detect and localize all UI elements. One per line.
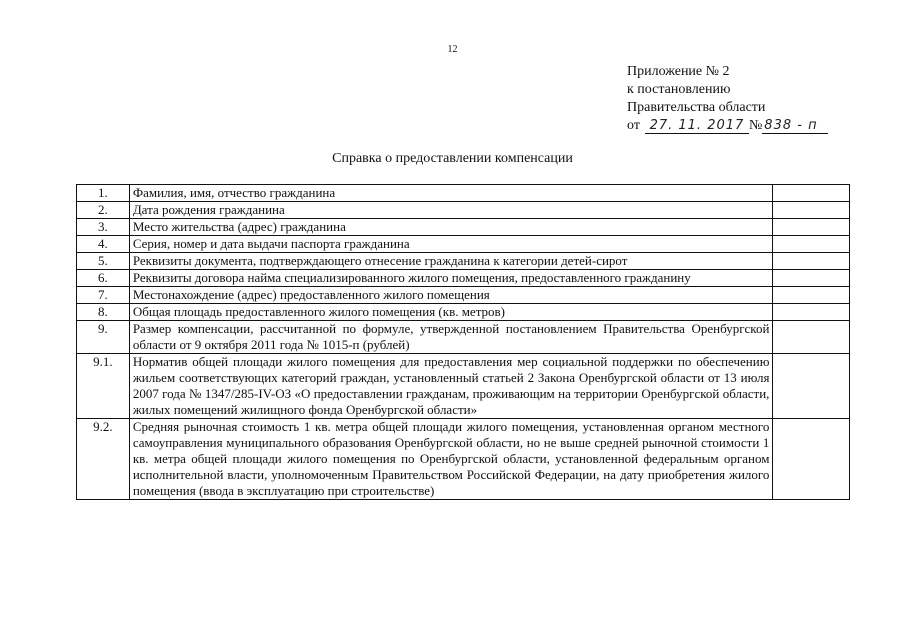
table-row <box>77 185 850 202</box>
row-label: Местонахождение (адрес) предоставленного жилого помещения <box>129 287 773 304</box>
row-number: 7. <box>77 287 130 304</box>
table-row <box>77 321 850 354</box>
row-label: Размер компенсации, рассчитанной по формуле, утвержденной постановлением Правительства Оренбургской области от 9 октября 2011 года № 1015-п (рублей) <box>129 321 773 354</box>
table-row <box>77 287 850 304</box>
page-number: 12 <box>447 44 458 55</box>
row-value-cell[interactable] <box>773 287 850 304</box>
row-label: Норматив общей площади жилого помещения для предоставления мер социальной поддержки по обеспечению жильем соответствующих категорий граждан, установленный статьей 2 Закона Оренбургской области от 13 июля 2007 года № 1347/285-IV-ОЗ «О предоставлении гражданам, проживающим на территории Оренбургской области, жилых помещений жилищного фонда Оренбургской области» <box>129 354 773 419</box>
row-label: Фамилия, имя, отчество гражданина <box>129 185 773 202</box>
table-row <box>77 253 850 270</box>
appendix-date-line <box>627 117 828 135</box>
table-row <box>77 419 850 500</box>
row-number: 9. <box>77 321 130 354</box>
row-number: 2. <box>77 202 130 219</box>
row-label: Место жительства (адрес) гражданина <box>129 219 773 236</box>
row-number: 5. <box>77 253 130 270</box>
row-label: Общая площадь предоставленного жилого помещения (кв. метров) <box>129 304 773 321</box>
row-value-cell[interactable] <box>773 354 850 419</box>
number-field <box>762 118 828 134</box>
document-title: Справка о предоставлении компенсации <box>332 151 573 166</box>
row-value-cell[interactable] <box>773 253 850 270</box>
table-row <box>77 354 850 419</box>
row-value-cell[interactable] <box>773 419 850 500</box>
row-value-cell[interactable] <box>773 219 850 236</box>
row-number: 4. <box>77 236 130 253</box>
table-row <box>77 236 850 253</box>
date-field <box>645 118 749 134</box>
row-value-cell[interactable] <box>773 236 850 253</box>
number-prefix: № <box>748 118 763 133</box>
row-value-cell[interactable] <box>773 304 850 321</box>
row-value-cell[interactable] <box>773 185 850 202</box>
row-label: Реквизиты договора найма специализированного жилого помещения, предоставленного гражданину <box>129 270 773 287</box>
row-value-cell[interactable] <box>773 321 850 354</box>
table-row <box>77 270 850 287</box>
number-value: 838 - п <box>764 118 818 133</box>
appendix-line-2: к постановлению <box>627 82 731 97</box>
date-value: 27. 11. 2017 <box>649 118 745 133</box>
row-label: Средняя рыночная стоимость 1 кв. метра общей площади жилого помещения, установленная органом местного самоуправления муниципального образования Оренбургской области, но не выше средней рыночной стоимости 1 кв. метра общей площади жилого помещения по Оренбургской области, установленной федеральным органом исполнительной власти, уполномоченным Правительством Российской Федерации, на дату приобретения жилого помещения (ввода в эксплуатацию при строительстве) <box>129 419 773 500</box>
appendix-header <box>627 63 828 135</box>
row-value-cell[interactable] <box>773 202 850 219</box>
appendix-line-3: Правительства области <box>627 100 766 115</box>
row-number: 1. <box>77 185 130 202</box>
table-row <box>77 219 850 236</box>
compensation-table <box>76 184 850 500</box>
row-number: 8. <box>77 304 130 321</box>
row-number: 9.1. <box>77 354 130 419</box>
row-label: Реквизиты документа, подтверждающего отнесение гражданина к категории детей-сирот <box>129 253 773 270</box>
row-number: 9.2. <box>77 419 130 500</box>
date-prefix: от <box>627 118 640 133</box>
row-label: Серия, номер и дата выдачи паспорта гражданина <box>129 236 773 253</box>
row-label: Дата рождения гражданина <box>129 202 773 219</box>
table-row <box>77 304 850 321</box>
row-value-cell[interactable] <box>773 270 850 287</box>
appendix-line-1: Приложение № 2 <box>627 64 730 79</box>
table-row <box>77 202 850 219</box>
row-number: 6. <box>77 270 130 287</box>
row-number: 3. <box>77 219 130 236</box>
